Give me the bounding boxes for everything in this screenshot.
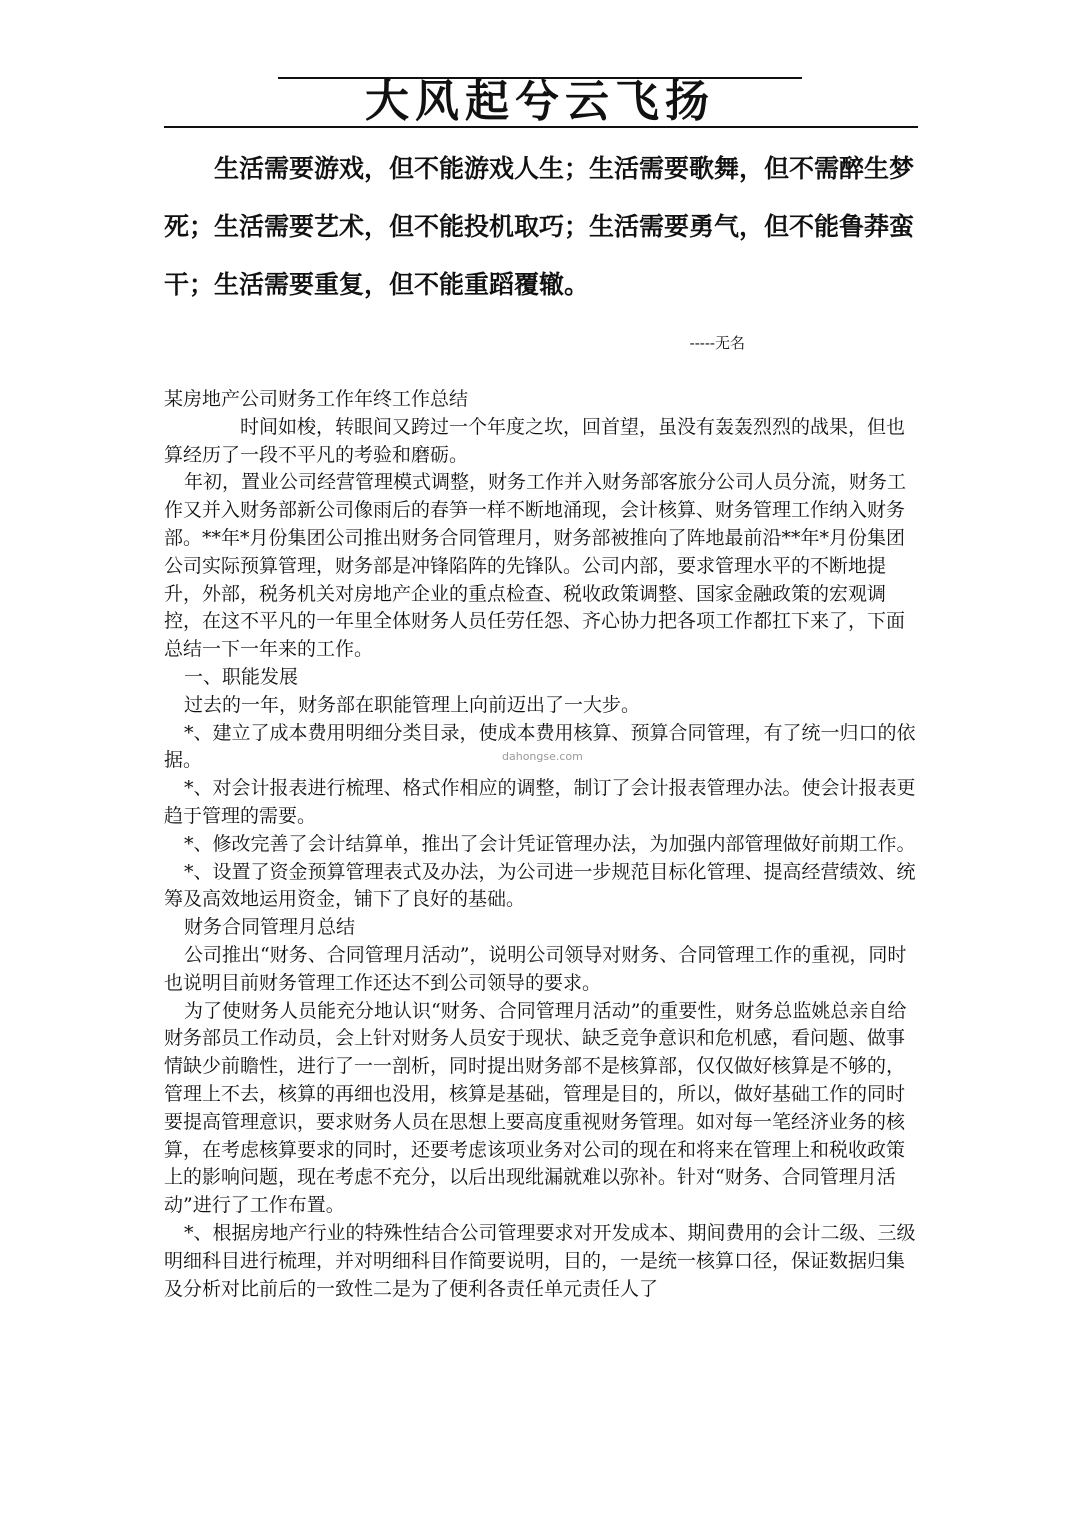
article-paragraph: 年初，置业公司经营管理模式调整，财务工作并入财务部客旅分公司人员分流，财务工作又并入财务部新公司像雨后的春笋一样不断地涌现，会计核算、财务管理工作纳入财务部。**年*月份集团公司推出财务合同管理月，财务部被推向了阵地最前沿**年*月份集团公司实际预算管理，财务部是冲锋陷阵的先锋队。公司内部，要求管理水平的不断地提升，外部，税务机关对房地产企业的重点检查、税收政策调整、国家金融政策的宏观调控，在这不平凡的一年里全体财务人员任劳任怨、齐心协力把各项工作都扛下来了，下面总结一下一年来的工作。 xyxy=(164,471,907,661)
quote-text: 生活需要游戏，但不能游戏人生；生活需要歌舞，但不需醉生梦死；生活需要艺术，但不能投机取巧；生活需要勇气，但不能鲁莽蛮干；生活需要重复，但不能重蹈覆辙。 xyxy=(164,154,915,299)
banner-title: 大风起兮云飞扬 xyxy=(365,76,715,127)
list-item: *、建立了成本费用明细分类目录，使成本费用核算、预算合同管理，有了统一归口的依据。 xyxy=(164,721,916,772)
banner-bottom-rule xyxy=(164,126,918,128)
article-title: 某房地产公司财务工作年终工作总结 xyxy=(164,388,469,410)
article-paragraph: 过去的一年，财务部在职能管理上向前迈出了一大步。 xyxy=(184,693,641,716)
watermark: dahongse.com xyxy=(502,750,583,763)
article-paragraph: 为了使财务人员能充分地认识“财务、合同管理月活动”的重要性，财务总监姚总亲自给财务部员工作动员，会上针对财务人员安于现状、缺乏竞争意识和危机感，看问题、做事情缺少前瞻性，进行了一一剖析，同时提出财务部不是核算部，仅仅做好核算是不够的，管理上不去，核算的再细也没用，核算是基础，管理是目的，所以，做好基础工作的同时要提高管理意识，要求财务人员在思想上要高度重视财务管理。如对每一笔经济业务的核算，在考虑核算要求的同时，还要考虑该项业务对公司的现在和将来在管理上和税收政策上的影响问题，现在考虑不充分，以后出现纰漏就难以弥补。针对“财务、合同管理月活动”进行了工作布置。 xyxy=(164,999,907,1217)
list-item: *、修改完善了会计结算单，推出了会计凭证管理办法，为加强内部管理做好前期工作。 xyxy=(184,832,916,855)
list-item: *、根据房地产行业的特殊性结合公司管理要求对开发成本、期间费用的会计二级、三级明细科目进行梳理，并对明细科目作简要说明，目的，一是统一核算口径，保证数据归集及分析对比前后的一致性二是为了便利各责任单元责任人了 xyxy=(164,1221,916,1300)
section-heading: 财务合同管理月总结 xyxy=(184,916,356,939)
article xyxy=(164,386,920,1303)
section-heading: 一、职能发展 xyxy=(184,665,299,688)
quote-author: -----无名 xyxy=(689,334,745,352)
list-item: *、设置了资金预算管理表式及办法，为公司进一步规范目标化管理、提高经营绩效、统筹及高效地运用资金，铺下了良好的基础。 xyxy=(164,860,916,911)
list-item: *、对会计报表进行梳理、格式作相应的调整，制订了会计报表管理办法。使会计报表更趋于管理的需要。 xyxy=(164,777,916,827)
article-paragraph: 公司推出“财务、合同管理月活动”，说明公司领导对财务、合同管理工作的重视，同时也说明目前财务管理工作还达不到公司领导的要求。 xyxy=(164,943,907,994)
article-paragraph: 时间如梭，转眼间又跨过一个年度之坎，回首望，虽没有轰轰烈烈的战果，但也算经历了一段不平凡的考验和磨砺。 xyxy=(164,415,906,466)
